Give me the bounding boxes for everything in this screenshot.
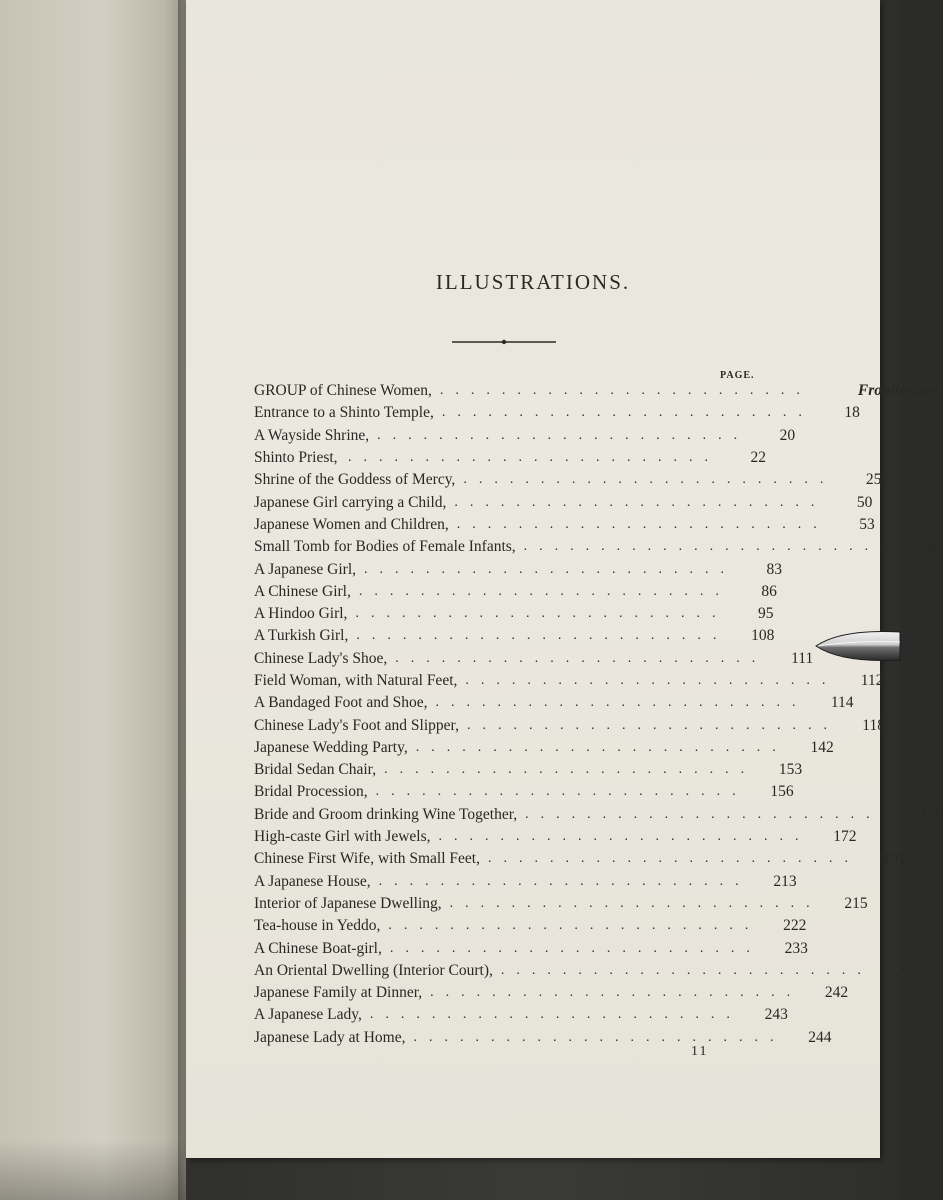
illustration-title: High-caste Girl with Jewels, xyxy=(254,828,431,846)
list-item xyxy=(254,514,875,536)
illustration-page-number: 118 xyxy=(862,716,885,734)
illustration-title: A Wayside Shrine, xyxy=(254,426,370,444)
list-item xyxy=(254,804,943,826)
page-column-header: PAGE. xyxy=(720,370,755,381)
illustration-page-number: 142 xyxy=(810,738,834,756)
dot-leader: ........................ xyxy=(413,1029,786,1045)
dot-leader: ........................ xyxy=(369,1007,742,1023)
illustration-title: Bridal Sedan Chair, xyxy=(254,761,377,779)
list-item xyxy=(254,425,796,447)
illustration-title: A Chinese Girl, xyxy=(254,582,351,600)
list-item xyxy=(254,737,834,759)
illustration-page-number: 112 xyxy=(860,672,884,689)
list-item xyxy=(254,960,919,982)
illustration-page-number: 242 xyxy=(824,984,849,1002)
page-number: 11 xyxy=(691,1044,709,1059)
illustration-page-number: 215 xyxy=(844,894,868,912)
book-page xyxy=(186,0,943,1158)
dot-leader: ........................ xyxy=(487,851,860,867)
illustration-title: Bridal Procession, xyxy=(254,783,368,801)
bottom-shadow xyxy=(0,1140,186,1200)
list-item xyxy=(254,380,942,402)
list-item xyxy=(254,714,885,736)
illustration-title: Chinese Lady's Shoe, xyxy=(254,649,388,667)
list-item xyxy=(254,781,794,803)
illustration-page-number: 86 xyxy=(761,582,777,600)
illustration-page-number: 18 xyxy=(844,404,860,422)
list-item xyxy=(254,447,766,469)
illustration-title: GROUP of Chinese Women, xyxy=(254,382,432,400)
dot-leader: ........................ xyxy=(364,561,737,577)
dot-leader: ........................ xyxy=(465,673,838,688)
dot-leader: ........................ xyxy=(439,383,812,399)
illustration-page-number: 156 xyxy=(770,783,794,801)
dot-leader: ........................ xyxy=(389,940,762,956)
dot-leader: ........................ xyxy=(435,695,808,711)
illustration-page-number: 108 xyxy=(751,627,775,645)
list-item xyxy=(254,625,775,647)
illustration-page-number: 233 xyxy=(784,939,808,957)
dot-leader: ........................ xyxy=(463,472,836,488)
illustration-title: A Japanese Lady, xyxy=(254,1006,362,1024)
illustration-title: A Chinese Boat-girl, xyxy=(254,939,382,957)
illustration-page-number: 237 xyxy=(895,961,919,979)
illustration-title: Chinese First Wife, with Small Feet, xyxy=(254,850,480,868)
illustration-title: Japanese Family at Dinner, xyxy=(254,984,423,1002)
dot-leader: ........................ xyxy=(358,583,731,599)
list-item xyxy=(254,670,884,692)
list-item xyxy=(254,581,777,603)
illustration-page-number: 95 xyxy=(757,605,774,623)
illustration-title: Japanese Lady at Home, xyxy=(254,1028,406,1046)
illustration-page-number: 195 xyxy=(882,850,906,868)
illustration-page-number: 243 xyxy=(764,1006,788,1024)
list-item xyxy=(254,759,803,781)
illustration-page-number: 20 xyxy=(779,426,796,444)
illustration-page-number: 25 xyxy=(865,471,882,489)
dot-leader: ........................ xyxy=(415,739,788,755)
list-item xyxy=(254,1027,832,1049)
illustration-page-number: 53 xyxy=(859,515,875,533)
illustration-page-number: 160 xyxy=(919,805,943,823)
illustration-page-number: 153 xyxy=(778,761,803,779)
list-item xyxy=(254,848,906,870)
dot-leader: ........................ xyxy=(378,873,751,889)
illustration-title: Shinto Priest, xyxy=(254,449,338,467)
list-item xyxy=(254,915,807,937)
illustration-title: An Oriental Dwelling (Interior Court), xyxy=(254,961,493,979)
dot-leader: ........................ xyxy=(500,962,873,978)
illustration-page-number: 244 xyxy=(808,1028,832,1046)
illustration-title: Interior of Japanese Dwelling, xyxy=(254,894,442,912)
illustration-page-number: 80 xyxy=(926,538,942,556)
illustration-page-number: 172 xyxy=(833,828,857,846)
illustration-title: Japanese Wedding Party, xyxy=(254,738,408,756)
page-title: ILLUSTRATIONS. xyxy=(435,270,631,294)
illustration-title: Tea-house in Yeddo, xyxy=(254,917,381,935)
illustration-title: Japanese Women and Children, xyxy=(254,515,449,533)
illustration-page-number: 83 xyxy=(766,560,783,578)
dot-leader: ........................ xyxy=(377,427,750,443)
list-item xyxy=(254,536,942,558)
illustration-page-number: 222 xyxy=(783,917,807,935)
dot-leader: ........................ xyxy=(438,829,811,845)
illustration-page-number: Frontispiece. xyxy=(857,382,942,400)
divider-ornament xyxy=(452,338,556,346)
dot-leader: ........................ xyxy=(384,762,757,778)
illustration-title: Entrance to a Shinto Temple, xyxy=(254,404,434,422)
dot-leader: ........................ xyxy=(356,628,729,644)
dot-leader: ........................ xyxy=(466,717,839,733)
list-item xyxy=(254,402,860,424)
illustration-title: A Hindoo Girl, xyxy=(254,605,348,623)
page-clip-icon xyxy=(812,622,900,670)
dot-leader: ........................ xyxy=(441,405,814,421)
dot-leader: ........................ xyxy=(375,784,748,800)
illustration-title: A Japanese House, xyxy=(254,872,371,890)
list-item xyxy=(254,982,849,1004)
dot-leader: ........................ xyxy=(388,918,761,934)
dot-leader: ........................ xyxy=(523,539,896,555)
list-item xyxy=(254,603,774,625)
dot-leader: ........................ xyxy=(449,895,822,911)
list-item xyxy=(254,937,808,959)
dot-leader: ........................ xyxy=(456,516,829,532)
list-item xyxy=(254,648,814,670)
illustration-page-number: 50 xyxy=(856,493,873,511)
list-item xyxy=(254,491,873,513)
list-item xyxy=(254,469,882,491)
illustration-title: A Japanese Girl, xyxy=(254,560,357,578)
illustrations-list xyxy=(254,380,943,1049)
illustration-title: Bride and Groom drinking Wine Together, xyxy=(254,805,518,823)
illustration-title: Chinese Lady's Foot and Slipper, xyxy=(254,716,459,734)
facing-page xyxy=(0,0,186,1200)
illustration-title: Small Tomb for Bodies of Female Infants, xyxy=(254,538,516,556)
dot-leader: ........................ xyxy=(348,450,720,466)
illustration-title: A Turkish Girl, xyxy=(254,627,349,645)
list-item xyxy=(254,692,854,714)
dot-leader: ........................ xyxy=(355,606,728,622)
dot-leader: ........................ xyxy=(430,985,803,1001)
dot-leader: ........................ xyxy=(525,806,898,822)
illustration-page-number: 111 xyxy=(791,649,814,667)
list-item xyxy=(254,893,868,915)
illustration-title: Shrine of the Goddess of Mercy, xyxy=(254,471,456,489)
list-item xyxy=(254,871,797,893)
illustration-title: Japanese Girl carrying a Child, xyxy=(254,493,447,511)
illustration-title: A Bandaged Foot and Shoe, xyxy=(254,694,428,712)
dot-leader: ........................ xyxy=(395,650,768,666)
list-item xyxy=(254,1004,788,1026)
list-item xyxy=(254,826,857,848)
dot-leader: ........................ xyxy=(454,494,827,510)
illustration-title: Field Woman, with Natural Feet, xyxy=(254,672,458,689)
illustration-page-number: 114 xyxy=(830,694,854,712)
list-item xyxy=(254,558,783,580)
illustration-page-number: 22 xyxy=(750,449,766,467)
illustration-page-number: 213 xyxy=(773,872,797,890)
